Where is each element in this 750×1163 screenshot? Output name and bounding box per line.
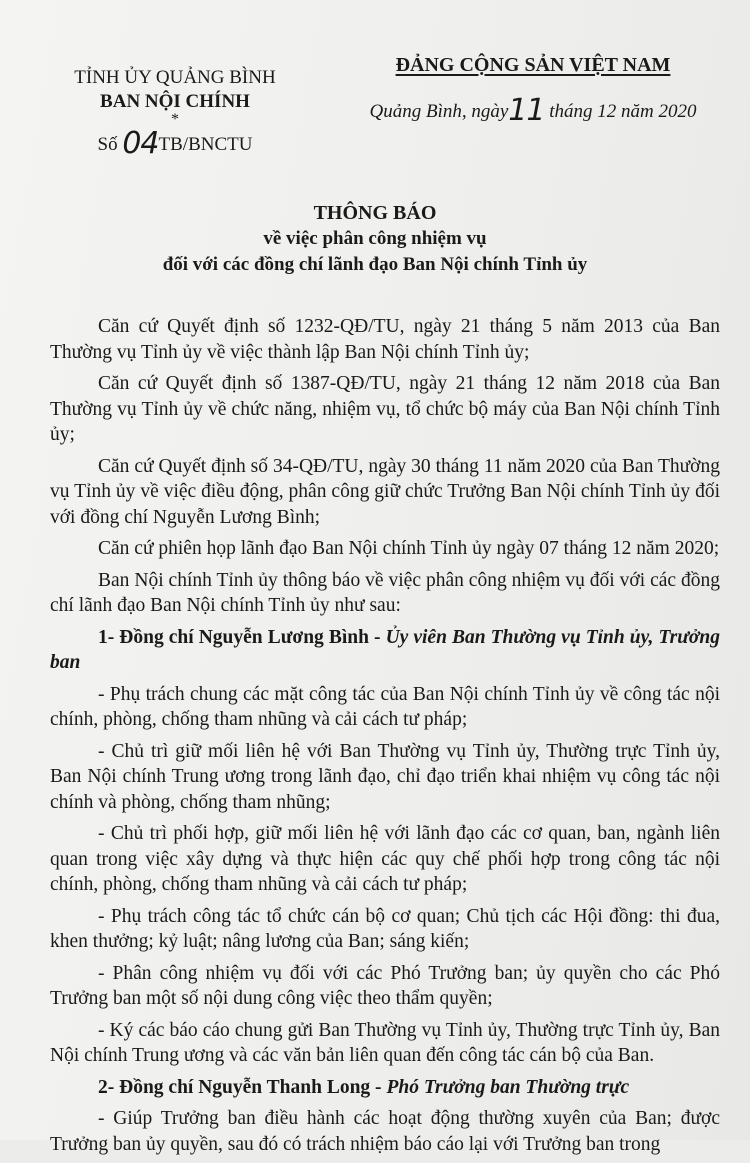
- section-2-name: 2- Đồng chí Nguyễn Thanh Long -: [98, 1076, 387, 1098]
- handwritten-number: 04: [122, 126, 159, 161]
- duty-item: - Phân công nhiệm vụ đối với các Phó Trưởng ban; ủy quyền cho các Phó Trưởng ban một số nội dung công việc theo thẩm quyền;: [50, 962, 720, 1009]
- header-star: *: [171, 111, 179, 128]
- provincial-committee-name: TỈNH ỦY QUẢNG BÌNH: [74, 67, 276, 88]
- party-header: [358, 52, 708, 128]
- duty-item: - Ký các báo cáo chung gửi Ban Thường vụ Tỉnh ủy, Thường trực Tỉnh ủy, Ban Nội chính Trung ương và các văn bản liên quan đến công tác cán bộ của Ban.: [50, 1019, 720, 1066]
- legal-basis-paragraph: Căn cứ phiên họp lãnh đạo Ban Nội chính Tỉnh ủy ngày 07 tháng 12 năm 2020;: [98, 538, 720, 559]
- duty-item: - Chủ trì phối hợp, giữ mối liên hệ với lãnh đạo các cơ quan, ban, ngành liên quan trong việc xây dựng và thực hiện các quy chế phối hợp trong công tác nội chính, phòng, chống tham nhũng và cải cách tư pháp;: [50, 823, 720, 895]
- legal-basis-paragraph: Căn cứ Quyết định số 34-QĐ/TU, ngày 30 tháng 11 năm 2020 của Ban Thường vụ Tỉnh ủy về việc điều động, phân công giữ chức Trưởng Ban Nội chính Tỉnh ủy đối với đồng chí Nguyễn Lương Bình;: [50, 455, 720, 528]
- document-number: [60, 126, 290, 161]
- place-and-date: [358, 93, 708, 128]
- handwritten-day: 11: [508, 93, 545, 128]
- section-1-name: 1- Đồng chí Nguyễn Lương Bình -: [98, 626, 386, 648]
- number-prefix: Số: [97, 134, 118, 155]
- duty-item: - Phụ trách chung các mặt công tác của Ban Nội chính Tỉnh ủy về công tác nội chính, phòng, chống tham nhũng và cải cách tư pháp;: [50, 683, 720, 730]
- issuing-authority-header: [60, 66, 290, 161]
- date-suffix: tháng 12 năm 2020: [549, 101, 697, 122]
- section-1-heading: [50, 625, 720, 676]
- section-1-role: Ủy viên Ban Thường vụ Tỉnh ủy, Trưởng ban: [50, 626, 720, 673]
- duty-item: - Giúp Trưởng ban điều hành các hoạt động thường xuyên của Ban; được Trưởng ban ủy quyền, sau đó có trách nhiệm báo cáo lại với Trưởng ban trong: [50, 1108, 720, 1155]
- title-heading: THÔNG BÁO: [313, 202, 437, 224]
- department-name: BAN NỘI CHÍNH: [100, 91, 250, 112]
- duty-item: - Chủ trì giữ mối liên hệ với Ban Thường vụ Tỉnh ủy, Thường trực Tỉnh ủy, Ban Nội chính Trung ương trong lãnh đạo, chỉ đạo triển khai nhiệm vụ công tác nội chính và phòng, chống tham nhũng;: [50, 740, 720, 813]
- document-title: [0, 200, 750, 278]
- section-2-heading: [50, 1075, 720, 1101]
- title-subject-line-1: về việc phân công nhiệm vụ: [263, 228, 487, 249]
- section-2-role: Phó Trưởng ban Thường trực: [386, 1076, 630, 1098]
- party-name: ĐẢNG CỘNG SẢN VIỆT NAM: [395, 54, 671, 76]
- document-body: [50, 314, 720, 1163]
- duty-item: - Phụ trách công tác tổ chức cán bộ cơ quan; Chủ tịch các Hội đồng: thi đua, khen thưởng; kỷ luật; nâng lương của Ban; sáng kiến;: [50, 905, 720, 952]
- number-suffix: TB/BNCTU: [158, 134, 253, 155]
- legal-basis-paragraph: Căn cứ Quyết định số 1232-QĐ/TU, ngày 21 tháng 5 năm 2013 của Ban Thường vụ Tỉnh ủy về việc thành lập Ban Nội chính Tỉnh ủy;: [50, 316, 720, 363]
- intro-paragraph: Ban Nội chính Tỉnh ủy thông báo về việc phân công nhiệm vụ đối với các đồng chí lãnh đạo Ban Nội chính Tỉnh ủy như sau:: [50, 569, 720, 616]
- title-subject-line-2: đối với các đồng chí lãnh đạo Ban Nội chính Tỉnh ủy: [162, 254, 588, 275]
- date-prefix: Quảng Bình, ngày: [369, 101, 509, 122]
- legal-basis-paragraph: Căn cứ Quyết định số 1387-QĐ/TU, ngày 21 tháng 12 năm 2018 của Ban Thường vụ Tỉnh ủy về chức năng, nhiệm vụ, tổ chức bộ máy của Ban Nội chính Tỉnh ủy;: [50, 373, 720, 445]
